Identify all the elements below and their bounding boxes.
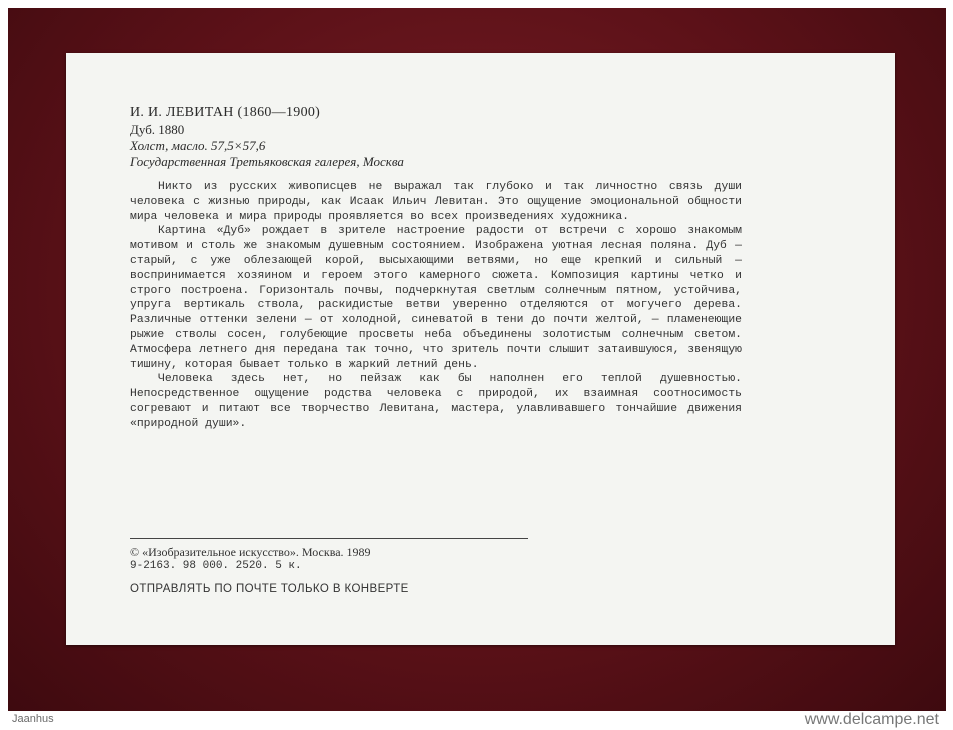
divider-line xyxy=(130,538,528,539)
painting-medium: Холст, масло. 57,5×57,6 xyxy=(130,138,266,153)
author-years: (1860—1900) xyxy=(237,105,321,120)
seller-watermark: Jaanhus xyxy=(12,713,54,725)
paragraph-1: Никто из русских живописцев не выражал так глубоко и так личностно связь души человека с жизнью природы, как Исаак Ильич Левитан. Это ощущение эмоциональной общности мира человека и мира природы проявляется во всех произведениях художника. xyxy=(130,181,742,223)
author-name: И. И. ЛЕВИТАН xyxy=(130,105,234,120)
paragraph-2: Картина «Дуб» рождает в зрителе настроение радости от встречи с хорошо знакомым мотивом и столь же знакомым душевным состоянием. Изображена уютная лесная поляна. Дуб — старый, с уже облезающей корой, высыхающими ветвями, но еще крепкий и сильный — воспринимается хозяином и героем этого камерного сюжета. Композиция картины четко и строго построена. Горизонталь почвы, подчеркнутая светлым солнечным пятном, устойчива, упруга вертикаль ствола, раскидистые ветви уверенно отделяются от могучего дерева. Различные оттенки зелени — от холодной, синеватой в тени до почти желтой, — пламенеющие рыжие стволы сосен, голубеющие просветы неба объединены золотистым солнечным светом. Атмосфера летнего дня передана так точно, что зритель почти слышит затаившуюся, звенящую тишину, которая бывает только в жаркий летний день. xyxy=(130,225,742,371)
author-line xyxy=(130,105,320,121)
paragraph-3: Человека здесь нет, но пейзаж как бы наполнен его теплой душевностью. Непосредственное ощущение родства человека с природой, их взаимная соотносимость согревают и питают все творчество Левитана, мастера, улавливавшего тончайшие движения «природной души». xyxy=(130,373,742,430)
painting-title: Дуб. 1880 xyxy=(130,122,185,137)
publisher-line: © «Изобразительное искусство». Москва. 1989 xyxy=(130,545,371,559)
print-code: 9-2163. 98 000. 2520. 5 к. xyxy=(130,560,302,572)
museum-name: Государственная Третьяковская галерея, Москва xyxy=(130,154,404,169)
description-text xyxy=(130,180,742,432)
site-watermark: www.delcampe.net xyxy=(804,711,939,728)
mailing-notice: ОТПРАВЛЯТЬ ПО ПОЧТЕ ТОЛЬКО В КОНВЕРТЕ xyxy=(130,583,409,595)
